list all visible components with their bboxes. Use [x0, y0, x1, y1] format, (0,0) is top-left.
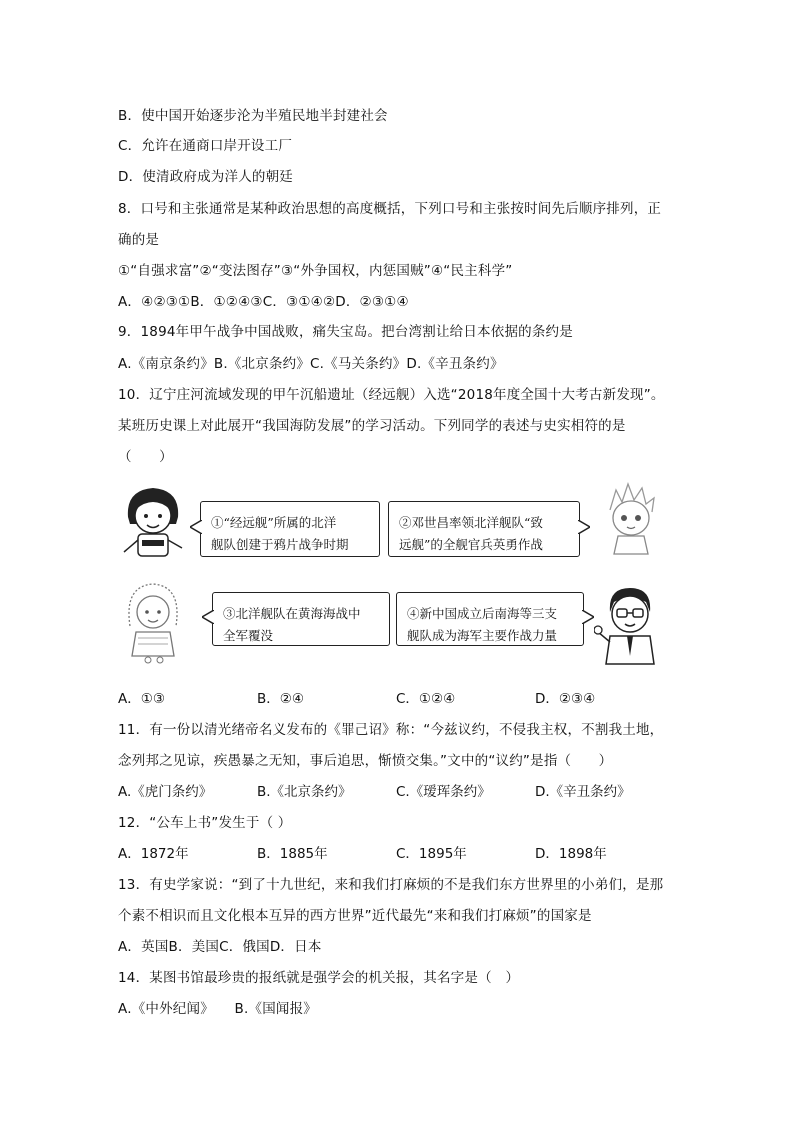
q10-option-b: B．②④ [257, 691, 304, 707]
q10-option-a: A．①③ [118, 691, 165, 707]
q10-stem-line1: 10．辽宁庄河流域发现的甲午沉船遗址（经远舰）入选“2018年度全国十大考古新发现”。 [118, 387, 665, 403]
q10-stem-line2: 某班历史课上对此展开“我国海防发展”的学习活动。下列同学的表述与史实相符的是 [118, 418, 626, 434]
q12-option-c: C．1895年 [396, 846, 467, 862]
q14-stem: 14．某图书馆最珍贵的报纸就是强学会的机关报，其名字是（ ） [118, 970, 520, 986]
speech-bubble-3-text: ③北洋舰队在黄海海战中 全军覆没 [223, 606, 361, 643]
q8-stem-line1: 8．口号和主张通常是某种政治思想的高度概括，下列口号和主张按时间先后顺序排列，正 [118, 201, 662, 217]
q10-option-c: C．①②④ [396, 691, 456, 707]
speech-bubble-2-text: ②邓世昌率领北洋舰队“致 远舰”的全舰官兵英勇作战 [399, 515, 543, 552]
q13-stem-line2: 个素不相识而且文化根本互异的西方世界”近代最先“来和我们打麻烦”的国家是 [118, 908, 592, 924]
bubble-pointer-2 [578, 520, 590, 534]
student-boy-icon [596, 480, 666, 560]
q11-stem-line1: 11．有一份以清光绪帝名义发布的《罪己诏》称：“今兹议约，不侵我主权，不割我土地， [118, 722, 664, 738]
q8-stem-line2: 确的是 [118, 232, 160, 248]
bubble-pointer-1 [190, 520, 202, 534]
q11-option-a: A.《虎门条约》 [118, 784, 213, 800]
q14-options: A.《中外纪闻》 B.《国闻报》 [118, 1001, 317, 1017]
q11-option-b: B.《北京条约》 [257, 784, 352, 800]
q10-paren: （ ） [118, 449, 173, 465]
q8-items: ①“自强求富”②“变法图存”③“外争国权，内惩国贼”④“民主科学” [118, 263, 513, 279]
q11-stem-line2: 念列邦之见谅，疾愚暴之无知，事后追思，惭愤交集。”文中的“议约”是指（ ） [118, 753, 613, 769]
students-figure [118, 476, 678, 676]
q8-options: A．④②③①B．①②④③C．③①④②D．②③①④ [118, 294, 409, 310]
bubble-pointer-3 [202, 610, 214, 624]
q11-option-d: D.《辛丑条约》 [535, 784, 631, 800]
q12-stem: 12．“公车上书”发生于（ ） [118, 815, 292, 831]
speech-bubble-2 [388, 501, 580, 557]
q11-option-c: C.《瑷珲条约》 [396, 784, 491, 800]
q7-option-d: D．使清政府成为洋人的朝廷 [118, 169, 293, 185]
q9-stem: 9．1894年甲午战争中国战败，痛失宝岛。把台湾割让给日本依据的条约是 [118, 324, 573, 340]
speech-bubble-4-text: ④新中国成立后南海等三支 舰队成为海军主要作战力量 [407, 606, 558, 643]
q13-stem-line1: 13．有史学家说：“到了十九世纪，来和我们打麻烦的不是我们东方世界里的小弟们，是那 [118, 877, 664, 893]
q10-option-d: D．②③④ [535, 691, 596, 707]
q12-option-a: A．1872年 [118, 846, 189, 862]
student-glasses-boy-icon [594, 580, 666, 670]
student-girl-icon [118, 482, 188, 562]
q12-option-d: D．1898年 [535, 846, 607, 862]
speech-bubble-1-text: ①“经远舰”所属的北洋 舰队创建于鸦片战争时期 [211, 515, 349, 552]
bubble-pointer-4 [582, 610, 594, 624]
speech-bubble-1 [200, 501, 380, 557]
speech-bubble-4 [396, 592, 584, 646]
speech-bubble-3 [212, 592, 390, 646]
q7-option-c: C．允许在通商口岸开设工厂 [118, 138, 293, 154]
student-curly-girl-icon [118, 576, 188, 666]
q12-option-b: B．1885年 [257, 846, 328, 862]
q13-options: A．英国B．美国C．俄国D．日本 [118, 939, 322, 955]
q9-options: A.《南京条约》B.《北京条约》C.《马关条约》D.《辛丑条约》 [118, 356, 504, 372]
q7-option-b: B．使中国开始逐步沦为半殖民地半封建社会 [118, 108, 388, 124]
